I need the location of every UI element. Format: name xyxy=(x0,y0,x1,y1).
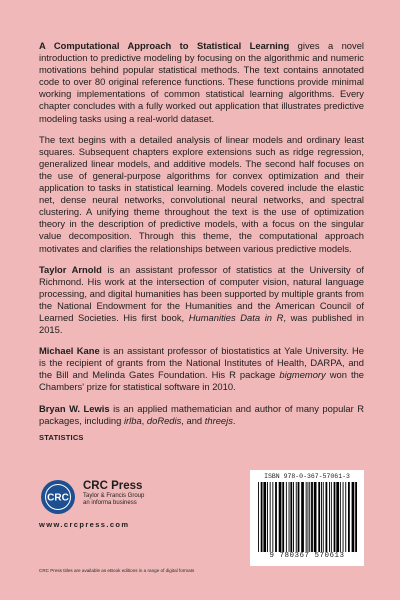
kane-bio-text-b: won the Chambers' prize for statistical software in 2010. xyxy=(39,369,364,393)
barcode-bar xyxy=(331,482,332,552)
barcode-bar xyxy=(336,482,339,552)
barcode-bar xyxy=(355,482,357,552)
barcode-bar xyxy=(318,482,320,552)
blurb-paragraph-1 xyxy=(39,40,364,125)
barcode-bar xyxy=(296,482,297,552)
barcode-bar xyxy=(293,482,294,552)
kane-package-name: bigmemory xyxy=(279,369,326,381)
barcode-bar xyxy=(308,482,309,552)
barcode-bar xyxy=(348,482,350,552)
barcode-bar xyxy=(290,482,292,552)
publisher-group: Taylor & Francis Group xyxy=(83,493,145,499)
barcode-bar xyxy=(323,482,324,552)
barcode-bar xyxy=(340,482,341,552)
author-name-kane: Michael Kane xyxy=(39,345,100,357)
blurb-text-1: gives a novel introduction to predictive modeling by focusing on the algorithmic and numeric motivations behind popular statistical methods. The text contains annotated code to over 80 original reference functions. These functions provide minimal working implementations of common statistical learning algorithms. Every chapter concludes with a fully worked out application that illustrates predictive modeling tasks using a real-world dataset. xyxy=(39,40,365,124)
blurb-paragraph-2: The text begins with a detailed analysis of linear models and ordinary least squares. Subsequent chapters explore extensions such as ridge regression, generalized linear models, and additive models. The second half focuses on the use of general-purpose algorithms for convex optimization and their application to tasks in statistical learning. Models covered include the elastic net, dense neural networks, convolutional neural networks, and spectral clustering. A unifying theme throughout the text is the use of optimization theory in the description of predictive models, with a focus on the singular value decomposition. Through this theme, the computational approach motivates and clarifies the relationships between various predictive models. xyxy=(39,133,364,254)
publisher-block xyxy=(39,478,229,558)
barcode-bar xyxy=(345,482,346,552)
subject-category: STATISTICS xyxy=(39,433,84,442)
barcode-bar xyxy=(321,482,322,552)
barcode-bar xyxy=(275,482,277,552)
publisher-tagline: an informa business xyxy=(83,500,137,506)
arnold-bio-text-b: , was published in 2015. xyxy=(39,311,365,336)
barcode-bar xyxy=(311,482,313,552)
isbn-label: ISBN 978-0-367-57061-3 xyxy=(264,473,350,480)
lewis-separator-2: , and xyxy=(181,414,205,426)
publisher-url: www.crcpress.com xyxy=(39,520,130,529)
barcode-bar xyxy=(301,482,304,552)
barcode-bar xyxy=(258,482,259,552)
barcode-bar xyxy=(282,482,284,552)
lewis-package-2: doRedis xyxy=(146,414,182,426)
barcode-bar xyxy=(272,482,273,552)
crc-logo-icon xyxy=(39,478,77,516)
lewis-package-3: threejs xyxy=(204,414,233,426)
barcode-bar xyxy=(343,482,344,552)
book-title: A Computational Approach to Statistical Learning xyxy=(39,40,290,51)
barcode-bar xyxy=(334,482,336,552)
author-bio-arnold xyxy=(39,264,364,337)
barcode-bars xyxy=(256,482,358,552)
publisher-lines xyxy=(83,480,144,507)
lewis-bio-text-a: is an applied mathematician and author of many popular R packages, including xyxy=(39,402,364,426)
back-cover-text xyxy=(39,40,364,436)
barcode-bar xyxy=(263,482,266,552)
barcode-bar xyxy=(306,482,307,552)
barcode-bar xyxy=(352,482,355,552)
barcode-bar xyxy=(298,482,300,552)
isbn-barcode xyxy=(250,470,364,566)
lewis-end: . xyxy=(232,414,236,426)
lewis-separator-1: , xyxy=(141,414,147,426)
barcode-bar xyxy=(279,482,282,552)
crc-logo-text: CRC xyxy=(47,492,69,504)
barcode-bar xyxy=(309,482,310,552)
barcode-bar xyxy=(261,482,263,552)
author-bio-kane xyxy=(39,345,364,393)
publisher-name: CRC Press xyxy=(83,480,143,492)
author-name-arnold: Taylor Arnold xyxy=(39,263,102,275)
barcode-bar xyxy=(326,482,328,552)
kane-bio-text-a: is an assistant professor of biostatistics at Yale University. He is the recipient of grants from the National Institutes of Health, DARPA, and the Bill and Melinda Gates Foundation. His R package xyxy=(39,345,364,381)
barcode-bar xyxy=(314,482,317,552)
barcode-bar xyxy=(270,482,271,552)
barcode-bar xyxy=(267,482,268,552)
lewis-package-1: irlba xyxy=(123,414,142,426)
barcode-bar xyxy=(329,482,330,552)
author-bio-lewis xyxy=(39,403,364,427)
barcode-bar xyxy=(289,482,290,552)
barcode-bar xyxy=(286,482,287,552)
arnold-book-title: Humanities Data in R xyxy=(188,311,284,323)
barcode-digits: 9 780367 570613 xyxy=(269,552,345,560)
author-name-lewis: Bryan W. Lewis xyxy=(39,402,110,414)
arnold-bio-text-a: is an assistant professor of statistics at the University of Richmond. His work at the intersection of computer vision, natural language processing, and digital humanities has been supported by multiple grants from the National Endowment for the Humanities and the American Council of Learned Societies. His first book, xyxy=(39,263,364,323)
ebook-note: CRC Press titles are available as eBook editions in a range of digital formats xyxy=(39,568,195,573)
